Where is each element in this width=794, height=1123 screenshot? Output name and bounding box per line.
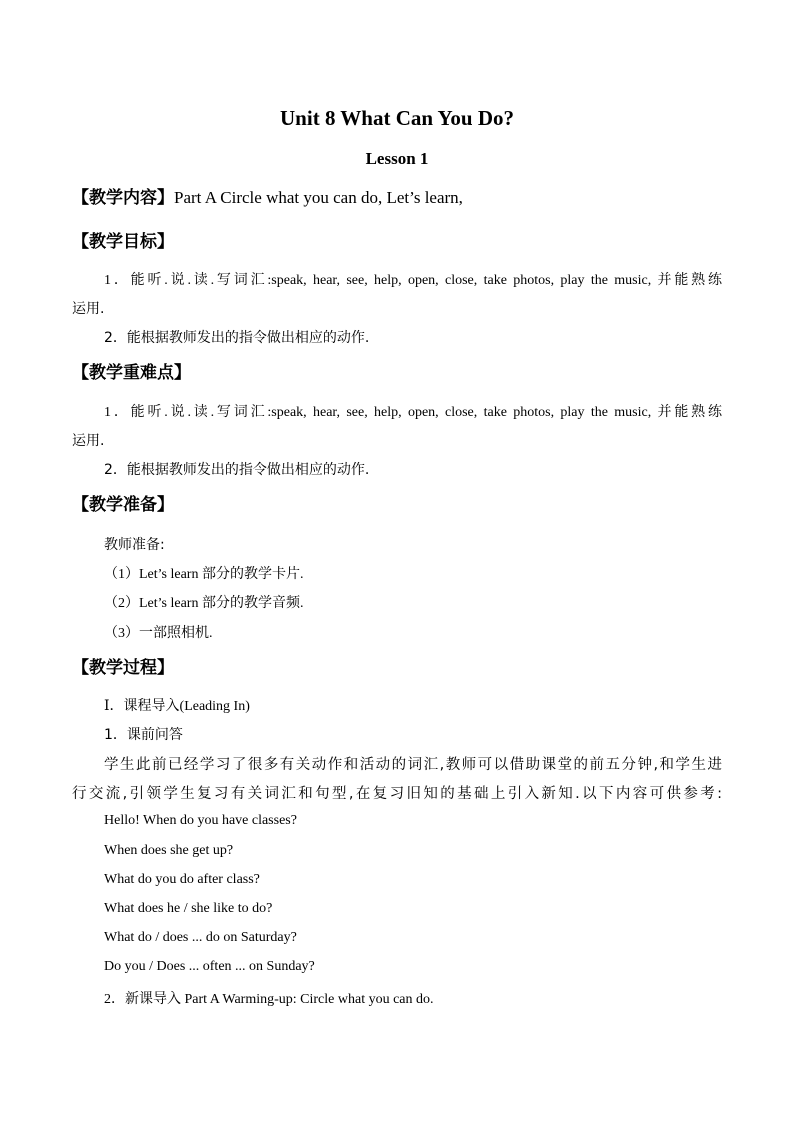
process-heading: 【教学过程】 [72,658,174,678]
key-points-item2: 2．能根据教师发出的指令做出相应的动作. [104,462,370,478]
preparation-item-3: （3）一部照相机. [104,626,213,641]
preparation-intro: 教师准备: [104,537,165,553]
process-step2: 2．新课导入 Part A Warming-up: Circle what you can do. [104,992,434,1007]
process-step1: 1．课前问答 [104,727,183,743]
preparation-item-1: （1）Let’s learn 部分的教学卡片. [104,567,304,582]
key-points-item1-line2: 运用. [72,433,105,449]
objectives-heading: 【教学目标】 [72,232,174,252]
process-section1: Ⅰ．课程导入(Leading In) [104,699,250,714]
document-title: Unit 8 What Can You Do? [280,106,514,130]
question-2: When does she get up? [104,843,234,858]
process-paragraph-line2: 行交流,引领学生复习有关词汇和句型,在复习旧知的基础上引入新知.以下内容可供参考: [72,786,722,802]
teaching-content-text: Part A Circle what you can do, Let’s learn, [174,188,463,207]
process-paragraph-line1: 学生此前已经学习了很多有关动作和活动的词汇,教师可以借助课堂的前五分钟,和学生进 [104,757,722,773]
question-1: Hello! When do you have classes? [104,813,297,828]
question-6: Do you / Does ... often ... on Sunday? [104,959,315,974]
objectives-item2: 2．能根据教师发出的指令做出相应的动作. [104,330,370,346]
question-5: What do / does ... do on Saturday? [104,930,297,945]
objectives-item1-line1: 1．能听.说.读.写词汇:speak, hear, see, help, open, close, take photos, play the music, 并能熟练 [104,273,722,288]
teaching-content-label: 【教学内容】 [72,188,174,208]
objectives-item1-line2: 运用. [72,301,105,317]
question-4: What does he / she like to do? [104,901,273,916]
key-points-item1-line1: 1．能听.说.读.写词汇:speak, hear, see, help, open, close, take photos, play the music, 并能熟练 [104,405,722,420]
key-points-heading: 【教学重难点】 [72,363,191,383]
teaching-content-heading [72,183,463,208]
preparation-heading: 【教学准备】 [72,495,174,515]
preparation-item-2: （2）Let’s learn 部分的教学音频. [104,596,304,611]
question-3: What do you do after class? [104,872,260,887]
lesson-subtitle: Lesson 1 [365,149,429,168]
